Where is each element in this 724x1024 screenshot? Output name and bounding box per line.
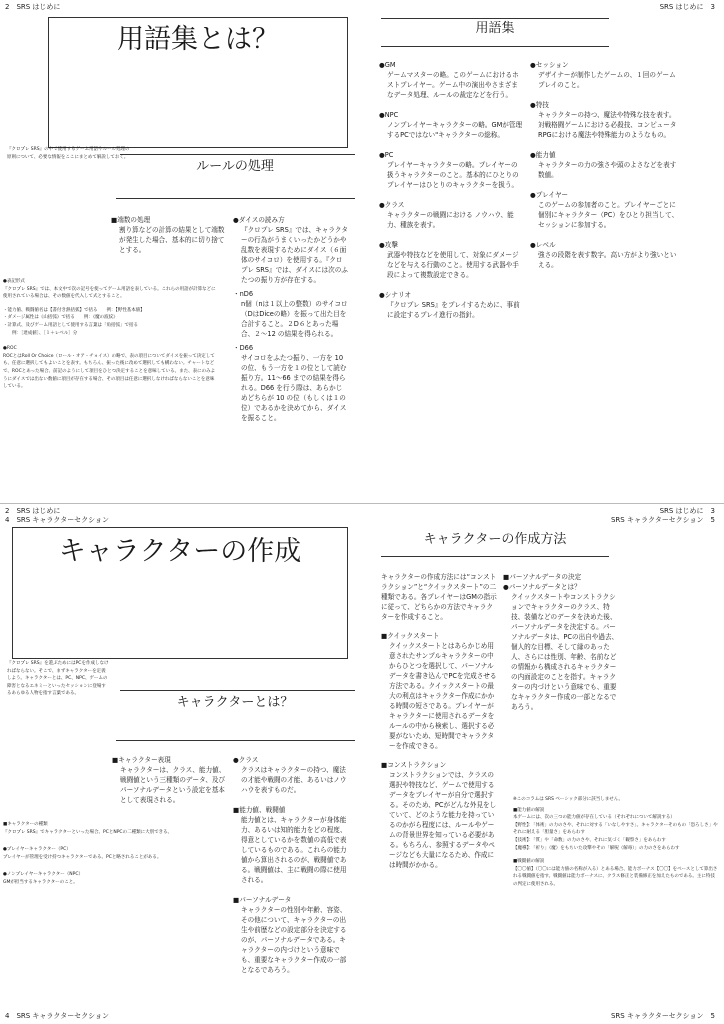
page-header-right: SRS キャラクターセクション 5	[610, 516, 715, 524]
term-item: ■コンストラクション コンストラクションでは、クラスの選択や特技など、ゲームで使用するデータをプレイヤーが自分で選択する。そのため、PCがどんな外見をしていて、どのような能力を持っているのかがら程度には、ルールやゲームの背景世界を知っている必要がある。もちろん、参照するデータやページなども大量になるため、作成には時間がかかる。	[381, 761, 497, 869]
section-rule-bottom	[116, 198, 355, 199]
note-item: ●ノンプレイヤーキャラクター（NPC） GMが担当するキャラクターのこと。	[3, 872, 83, 885]
term-item	[233, 215, 348, 285]
term-heading: ●ダイスの読み方	[233, 216, 285, 224]
page-divider	[0, 503, 724, 504]
notes-column	[513, 796, 718, 889]
column-a	[111, 215, 229, 265]
term-text: 『クロプレ SRS』では、キャラクターの行為がうまくいったかどうかや乱数を表現するためにダイス（６面体のサイコロ）を使用する。『クロプレ SRS』では、ダイスには次のふたつの振り方が存在する。	[241, 226, 348, 284]
term-text: サイコロをふたつ振り、一方を 10 の位、もう一方を１の位として読む振り方。11～66 までの結果を得られる。D66 を行う際は、あらかじめどちらが 10 の位（もしくは１の位）であるかを決めてから、ダイスを振ること。	[241, 354, 347, 422]
notes-column	[3, 821, 213, 887]
page-header-left: 2 SRS はじめに	[5, 3, 61, 11]
note-item: ■戦闘値の解説 【〇〇値】（〇〇には能力値の名称が入る）とある場合、能力ボーナス【〇〇】をベースとして算出される戦闘値を指す。戦闘値は能力ボーナスに、クラス修正と装備修正を加えたものである。主に特技の判定に使用される。	[513, 859, 718, 887]
note-item: ■キャラクターの種類 『クロプレ SRS』でキャラクターといった場合、PCとNPCの二種類に大別できる。	[3, 822, 173, 835]
page-footer-left: 4 SRS キャラクターセクション	[5, 1012, 110, 1020]
section-title: キャラクターの作成方法	[423, 532, 567, 547]
note-item: ・計算式、及びゲーム用語として使用する言葉は「角括弧」で括る	[3, 322, 138, 328]
term-item	[111, 215, 229, 255]
column-a	[379, 60, 524, 330]
term-item: ●セッション デザイナーが制作したゲームの、１回のゲームプレイのこと。	[530, 61, 676, 89]
term-item: ●クラス キャラクターの戦闘における ノウハウ、能力、種族を表す。	[379, 201, 514, 229]
column-a	[381, 572, 497, 880]
page-header-left: 4 SRS キャラクターセクション	[5, 516, 110, 524]
term-item: ●GM ゲームマスターの略。このゲームにおけるホストプレイヤー。ゲーム中の演出やさまざまなデータ処理、ルールの裁定などを行う。	[379, 61, 519, 99]
section-rule-top	[120, 690, 355, 691]
term-item: ●シナリオ 『クロプレ SRS』をプレイするために、事前に設定するプレイ進行の指針。	[379, 291, 520, 319]
term-item	[233, 343, 348, 423]
term-heading: ・D66	[233, 344, 254, 352]
note-item: ●ROC ROCとはRoll Or Choice（ロール・オア・チョイス）の略で、表の項目についてダイスを振って決定しても、任意に選択してもよいことを表す。もちろん、振った後に改めて選択しても構わない。チャートなどで、ROCとあった場合、前記のようにして項目をひとつ決定することを意味している。また、表にのみようにダイスでは出ない数値に項目が存在する場合、その項目は任意に選択しなければならないことを意味している。	[3, 346, 216, 390]
section-rule-top	[120, 154, 355, 155]
notes-column	[3, 278, 216, 391]
note-item: 【技術】：「質」や「命数」の力のさや、それに気づく「観察さ」をあらわす	[513, 837, 666, 843]
note-item: ●表記形式 『クロプレ SRS』では、本文中で次の記号を使ってゲーム用語を表している。これらの用語が計算などに使用されている場合は、その数値を代入して式とすること。	[3, 279, 216, 300]
page-header-right-top: SRS はじめに 3	[659, 507, 715, 515]
note-item: 例：［達成値］、［１＋レベル］分	[3, 330, 78, 336]
column-b	[233, 215, 348, 433]
note-item: ・ダメージ属性は《山括弧》で括る 例：《魔の波紋》	[3, 315, 118, 321]
note-item: ※このコラムは SRS ベーシック部分に該当しません。	[513, 797, 624, 802]
term-item: ●攻撃 武器や特技などを使用して、対象にダメージなどを与える行動のこと。使用する武器や手段によって複数設定できる。	[379, 241, 519, 279]
note-item: 【魔導】：「祈り」（魔）をもちいた攻撃やその「解呪（解毒）」の力のさをあらわす	[513, 845, 680, 851]
term-item: ●クラス クラスはキャラクターの持つ、魔法の才能や戦闘の才能、あるいはノウハウを表すものだ。	[233, 756, 347, 794]
term-text: n個（nは１以上の整数）のサイコロ（DはDiceの略）を振って出た目を合計すること。２D６とあった場合、２～12 の結果を得られる。	[241, 300, 348, 338]
term-item: ●特技 キャラクターの持つ、魔法や特殊な技を表す。対戦格闘ゲームにおける必殺技、コンピュータRPGにおける魔法や特殊能力のようなもの。	[530, 101, 677, 139]
term-item: ●能力値 キャラクターの力の強さや頭のよさなどを表す数値。	[530, 151, 677, 179]
term-item: ●レベル 強さの段階を表す数字。高い方がより強いといえる。	[530, 241, 677, 269]
page-title: キャラクターの作成	[58, 536, 302, 567]
page-footer-right: SRS キャラクターセクション 5	[610, 1012, 715, 1020]
page-header-right: SRS はじめに 3	[659, 3, 715, 11]
column-b	[503, 572, 619, 722]
intro-text: 『クロプレ SRS』の中で使用するゲーム用語やルール処理の原則について、必要な情報をここにまとめて解説しておく。	[7, 147, 130, 160]
term-heading: ■端数の処理	[111, 216, 151, 224]
note-item: 【野性】：「体術」の力のさや、それに対する「いなしやすさ」。キャラクターそのもの「恐ろしさ」やそれに耐える「胆量さ」をあらわす	[513, 822, 718, 836]
term-item: ●プレイヤー このゲームの参加者のこと。プレイヤーごとに個別にキャラクター（PC）をひとり担当して、セッションに参加する。	[530, 191, 679, 229]
term-item: ■パーソナルデータの決定	[503, 573, 582, 581]
term-text: 割り算などの計算の結果として端数が発生した場合、基本的に切り捨てとする。	[119, 226, 225, 254]
note-item: ●プレイヤーキャラクター（PC） プレイヤーが管理を受け持つキャラクターである。PCと略されることがある。	[3, 847, 162, 860]
term-item: ■キャラクター表現 キャラクターは、クラス、能力値、戦闘値という三種類のデータ、及びパーソナルデータという設定を基本として表現される。	[112, 756, 226, 804]
column-b	[233, 755, 351, 985]
note-item: ・能力値、戦闘値名は【書付き熱括弧】で括る 例：【野性基本値】	[3, 307, 145, 313]
term-item: ■パーソナルデータ キャラクターの性別や年齢、容姿、その他について、キャラクターの出生や前歴などの設定部分を決定するのが、パーソナルデータである。キャラクターの内づけという意味でも、重要なキャラクター作成の一部となるであろう。	[233, 896, 347, 974]
column-b	[530, 60, 680, 280]
section-rule-bottom	[116, 740, 355, 741]
term-item: ●NPC ノンプレイヤーキャラクターの略。GMが管理するPCではない"キャラクターの総称。	[379, 111, 523, 139]
term-item: ■クイックスタート クイックスタートとはあらかじめ用意されたサンプルキャラクターの中からひとつを選択して、パーソナルデータを書き込んでPCを完成させる方法である。クイックスタートの最大の利点はキャラクター作成にかかる時間の短さである。プレイヤーがキャラクターに使用されるデータをルールの中から検索し、選択する必要がないため、短時間でキャラクターを作成できる。	[381, 632, 497, 750]
section-rule	[381, 556, 609, 557]
section-rule-bottom	[381, 46, 609, 47]
term-item: ●パーソナルデータとは？ クイックスタートやコンストラクションでキャラクターのクラス、特技、装備などのデータを決めた後、パーソナルデータを決定する。パーソナルデータは、PCの出自や過去、個人的な目標、そして縁のあった人、さらには性別、年齢、名前などの情報から構成されるキャラクターの内面設定のことを指す。キャラクターの内づけという意味でも、重要なキャラクター作成の一部となるであろう。	[503, 583, 619, 711]
term-item: ■能力値、戦闘値 能力値とは、キャラクターが身体能力、あるいは知的能力をどの程度、得意としているかを数値の高低で表しているものである。これらの能力値から算出されるのが、戦闘値である。戦闘値は、主に戦闘の際に使用される。	[233, 806, 347, 884]
title-box	[48, 17, 348, 148]
term-item: キャラクターの作成方法には“コンストラクション”と“クイックスタート”の二種類である。各プレイヤーはGMの指示に従って、どちらかの方法でキャラクターを作成すること。	[381, 573, 497, 621]
column-a	[112, 755, 229, 815]
term-item: ●PC プレイヤーキャラクターの略。プレイヤーの扱うキャラクターのこと。基本的にひとりのプレイヤーはひとりのキャラクターを扱う。	[379, 151, 519, 189]
note-item: ■能力値の解説 本ゲームには、次の三つの能力値が存在している（それぞれについて解説する）	[513, 807, 675, 821]
section-title: ルールの処理	[196, 159, 274, 174]
term-heading: ・nD6	[233, 290, 254, 298]
page-title: 用語集とは？	[117, 24, 279, 55]
title-box	[12, 527, 348, 659]
section-title: 用語集	[475, 21, 515, 36]
page-header-left-top: 2 SRS はじめに	[5, 507, 61, 515]
section-title: キャラクターとは？	[176, 695, 294, 710]
term-item	[233, 289, 348, 339]
intro-text: 『クロプレ SRS』を遊ぶためにはPCを作成しなければならない。そこで、まずキャラクターを定義しよう。キャラクターとは、PC、NPC、ゲームの障害となるエネミーといったセッションに登場するあらゆる人物を指す言葉である。	[7, 661, 109, 697]
